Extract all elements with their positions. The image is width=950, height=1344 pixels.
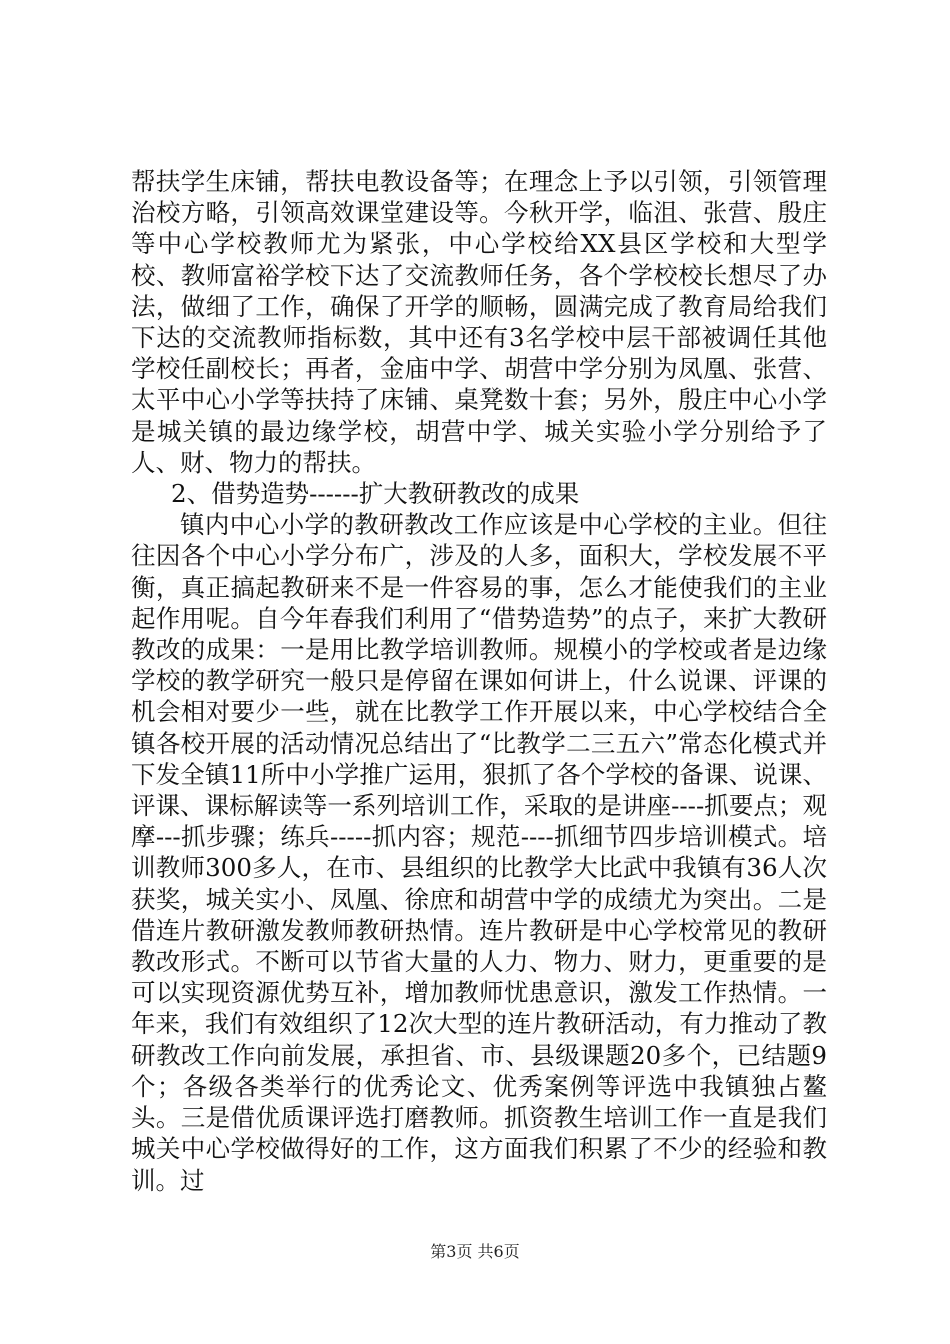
page-footer: 第3页 共6页 <box>430 1242 520 1261</box>
paragraph-main: 镇内中心小学的教研教改工作应该是中心学校的主业。但往往因各个中心小学分布广，涉及的人多，面积大，学校发展不平衡，真正搞起教研来不是一件容易的事，怎么才能使我们的主业起作用呢。自今年春我们利用了“借势造势”的点子，来扩大教研教改的成果：一是用比教学培训教师。规模小的学校或者是边缘学校的教学研究一般只是停留在课如何讲上，什么说课、评课的机会相对要少一些，就在比教学工作开展以来，中心学校结合全镇各校开展的活动情况总结出了“比教学二三五六”常态化模式并下发全镇11所中小学推广运用，狠抓了各个学校的备课、说课、评课、课标解读等一系列培训工作，采取的是讲座----抓要点；观摩---抓步骤；练兵-----抓内容；规范----抓细节四步培训模式。培训教师300多人，在市、县组织的比教学大比武中我镇有36人次获奖，城关实小、凤凰、徐庶和胡营中学的成绩尤为突出。二是借连片教研激发教师教研热情。连片教研是中心学校常见的教研教改形式。不断可以节省大量的人力、物力、财力，更重要的是可以实现资源优势互补，增加教师忧患意识，激发工作热情。一年来，我们有效组织了12次大型的连片教研活动，有力推动了教研教改工作向前发展，承担省、市、县级课题20多个，已结题9个；各级各类举行的优秀论文、优秀案例等评选中我镇独占鳌头。三是借优质课评选打磨教师。抓资教生培训工作一直是我们城关中心学校做得好的工作，这方面我们积累了不少的经验和教训。过 <box>131 510 827 1195</box>
document-body <box>131 166 827 1196</box>
section-heading: 2、借势造势------扩大教研教改的成果 <box>171 479 580 509</box>
paragraph-continuation: 帮扶学生床铺，帮扶电教设备等；在理念上予以引领，引领管理治校方略，引领高效课堂建设等。今秋开学，临沮、张营、殷庄等中心学校教师尤为紧张，中心学校给XX县区学校和大型学校、教师富裕学校下达了交流教师任务，各个学校校长想尽了办法，做细了工作，确保了开学的顺畅，圆满完成了教育局给我们下达的交流教师指标数，其中还有3名学校中层干部被调任其他学校任副校长；再者，金庙中学、胡营中学分别为凤凰、张营、太平中心小学等扶持了床铺、桌凳数十套；另外，殷庄中心小学是城关镇的最边缘学校，胡营中学、城关实验小学分别给予了人、财、物力的帮扶。 <box>131 167 827 477</box>
